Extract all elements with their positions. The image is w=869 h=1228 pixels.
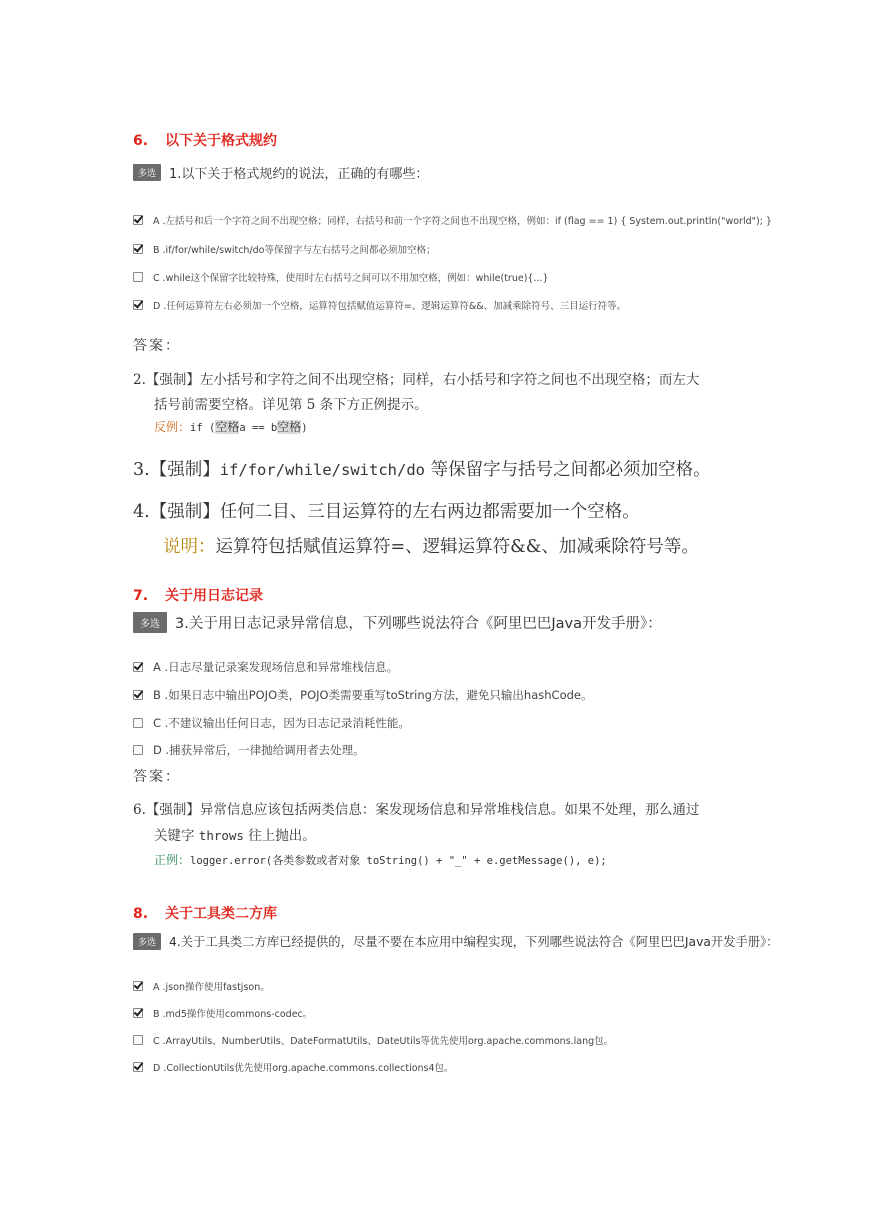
section-6-heading bbox=[133, 130, 277, 150]
question-4-text: 4.关于工具类二方库已经提供的，尽量不要在本应用中编程实现，下列哪些说法符合《阿里巴巴Java开发手册》： bbox=[169, 935, 779, 949]
q3-option-a-text: A .日志尽量记录案发现场信息和异常堆栈信息。 bbox=[153, 660, 399, 674]
q1-option-d-text: D .任何运算符左右必须加一个空格，运算符包括赋值运算符=、逻辑运算符&&、加减乘除符号、三目运行符等。 bbox=[153, 301, 627, 312]
counter-code-a: if ( bbox=[190, 422, 216, 434]
q4-option-b-text: B .md5操作使用commons-codec。 bbox=[153, 1009, 313, 1020]
checkbox-unchecked-icon[interactable] bbox=[133, 272, 143, 282]
q4-option-b[interactable] bbox=[133, 1006, 312, 1020]
rule-6-line-2a: 关键字 bbox=[154, 828, 199, 844]
rule-2-line-1: 左小括号和字符之间不出现空格；同样，右小括号和字符之间也不出现空格；而左大 bbox=[199, 372, 700, 388]
rule-2-number: 2. bbox=[133, 372, 146, 388]
q4-option-c[interactable] bbox=[133, 1033, 613, 1047]
checkbox-unchecked-icon[interactable] bbox=[133, 745, 143, 755]
rule-6-line-1: 异常信息应该包括两类信息：案发现场信息和异常堆栈信息。如果不处理，那么通过 bbox=[199, 802, 700, 818]
rule-3-tag: 【强制】 bbox=[149, 460, 220, 480]
q1-option-b[interactable] bbox=[133, 242, 436, 256]
positive-code-a: logger.error( bbox=[190, 855, 273, 867]
section-8-heading bbox=[133, 903, 277, 923]
q1-option-c-text: C .while这个保留字比较特殊，使用时左右括号之间可以不用加空格，例如：while(true){...} bbox=[153, 273, 549, 284]
q3-option-a[interactable] bbox=[133, 659, 398, 675]
q3-option-d[interactable] bbox=[133, 742, 365, 758]
question-1 bbox=[133, 163, 428, 182]
section-8-title: 关于工具类二方库 bbox=[165, 906, 277, 922]
q4-option-d-text: D .CollectionUtils优先使用org.apache.commons.collections4包。 bbox=[153, 1063, 454, 1074]
rule-3-text: 等保留字与括号之间都必须加空格。 bbox=[425, 460, 711, 480]
checkbox-checked-icon[interactable] bbox=[133, 1008, 143, 1018]
rule-6-line-2 bbox=[154, 824, 316, 844]
rule-6-number: 6. bbox=[133, 802, 146, 818]
rule-2-tag: 【强制】 bbox=[145, 372, 200, 388]
question-4 bbox=[133, 932, 779, 950]
positive-code-b: toString() + "_" + e.getMessage(), e); bbox=[360, 855, 607, 867]
checkbox-checked-icon[interactable] bbox=[133, 244, 143, 254]
note-label: 说明： bbox=[163, 537, 216, 557]
q4-option-c-text: C .ArrayUtils、NumberUtils、DateFormatUtils、DateUtils等优先使用org.apache.commons.lang包。 bbox=[153, 1036, 614, 1047]
checkbox-checked-icon[interactable] bbox=[133, 215, 143, 225]
rule-3 bbox=[133, 456, 711, 481]
checkbox-checked-icon[interactable] bbox=[133, 300, 143, 310]
checkbox-checked-icon[interactable] bbox=[133, 662, 143, 672]
positive-text: 各类参数或者对象 bbox=[272, 854, 361, 867]
counter-example-label: 反例： bbox=[154, 420, 191, 434]
q3-option-b[interactable] bbox=[133, 687, 592, 703]
q4-option-a[interactable] bbox=[133, 979, 270, 993]
multi-select-badge: 多选 bbox=[133, 933, 161, 950]
counter-highlight-2: 空格 bbox=[277, 420, 302, 434]
question-1-text: 1.以下关于格式规约的说法，正确的有哪些： bbox=[169, 167, 429, 182]
section-6-title: 以下关于格式规约 bbox=[165, 133, 277, 149]
rule-6-tag: 【强制】 bbox=[145, 802, 200, 818]
section-7-heading bbox=[133, 585, 263, 605]
checkbox-checked-icon[interactable] bbox=[133, 1062, 143, 1072]
q3-option-c-text: C .不建议输出任何日志，因为日志记录消耗性能。 bbox=[153, 716, 410, 730]
note-text: 运算符包括赋值运算符=、逻辑运算符&&、加减乘除符号等。 bbox=[215, 537, 699, 557]
rule-4-number: 4. bbox=[133, 502, 150, 522]
rule-6 bbox=[133, 798, 699, 818]
rule-4-text: 任何二目、三目运算符的左右两边都需要加一个空格。 bbox=[219, 502, 640, 522]
rule-2 bbox=[133, 368, 699, 388]
question-3-text: 3.关于用日志记录异常信息，下列哪些说法符合《阿里巴巴Java开发手册》： bbox=[175, 616, 662, 632]
q1-option-d[interactable] bbox=[133, 298, 626, 312]
counter-code-c: ) bbox=[301, 422, 308, 434]
rule-6-line-2b: 往上抛出。 bbox=[243, 828, 316, 844]
checkbox-checked-icon[interactable] bbox=[133, 981, 143, 991]
q1-option-c[interactable] bbox=[133, 270, 549, 284]
rule-4-note bbox=[163, 533, 699, 558]
rule-2-line-2: 括号前需要空格。详见第 5 条下方正例提示。 bbox=[154, 397, 428, 413]
rule-3-code: if/for/while/switch/do bbox=[219, 461, 426, 479]
rule-4 bbox=[133, 498, 640, 523]
checkbox-unchecked-icon[interactable] bbox=[133, 718, 143, 728]
section-6-number: 6. bbox=[133, 133, 149, 149]
counter-example bbox=[154, 418, 308, 435]
counter-highlight-1: 空格 bbox=[215, 420, 240, 434]
q1-option-a[interactable] bbox=[133, 213, 772, 227]
section-8-number: 8. bbox=[133, 906, 149, 922]
section-7-title: 关于用日志记录 bbox=[165, 588, 263, 604]
q1-option-a-text: A .左括号和后一个字符之间不出现空格；同样，右括号和前一个字符之间也不出现空格，例如：if (flag == 1) { System.out.println("world"); } bbox=[153, 216, 772, 227]
rule-6-throws: throws bbox=[198, 828, 244, 843]
q3-option-d-text: D .捕获异常后，一律抛给调用者去处理。 bbox=[153, 743, 365, 757]
rule-3-number: 3. bbox=[133, 460, 150, 480]
positive-example-label: 正例： bbox=[154, 853, 191, 867]
q3-option-c[interactable] bbox=[133, 715, 410, 731]
positive-example bbox=[154, 851, 607, 868]
section-7-number: 7. bbox=[133, 588, 149, 604]
checkbox-checked-icon[interactable] bbox=[133, 690, 143, 700]
q1-option-b-text: B .if/for/while/switch/do等保留字与左右括号之间都必须加空格； bbox=[153, 245, 436, 256]
q4-option-a-text: A .json操作使用fastjson。 bbox=[153, 982, 270, 993]
counter-code-b: a == b bbox=[239, 422, 278, 434]
multi-select-badge: 多选 bbox=[133, 164, 161, 181]
answer-label-1: 答案： bbox=[133, 338, 181, 354]
rule-4-tag: 【强制】 bbox=[149, 502, 220, 522]
multi-select-badge: 多选 bbox=[133, 612, 167, 633]
q3-option-b-text: B .如果日志中输出POJO类，POJO类需要重写toString方法，避免只输出hashCode。 bbox=[153, 688, 593, 702]
question-3 bbox=[133, 612, 662, 633]
checkbox-unchecked-icon[interactable] bbox=[133, 1035, 143, 1045]
q4-option-d[interactable] bbox=[133, 1060, 454, 1074]
answer-label-3: 答案： bbox=[133, 769, 181, 785]
